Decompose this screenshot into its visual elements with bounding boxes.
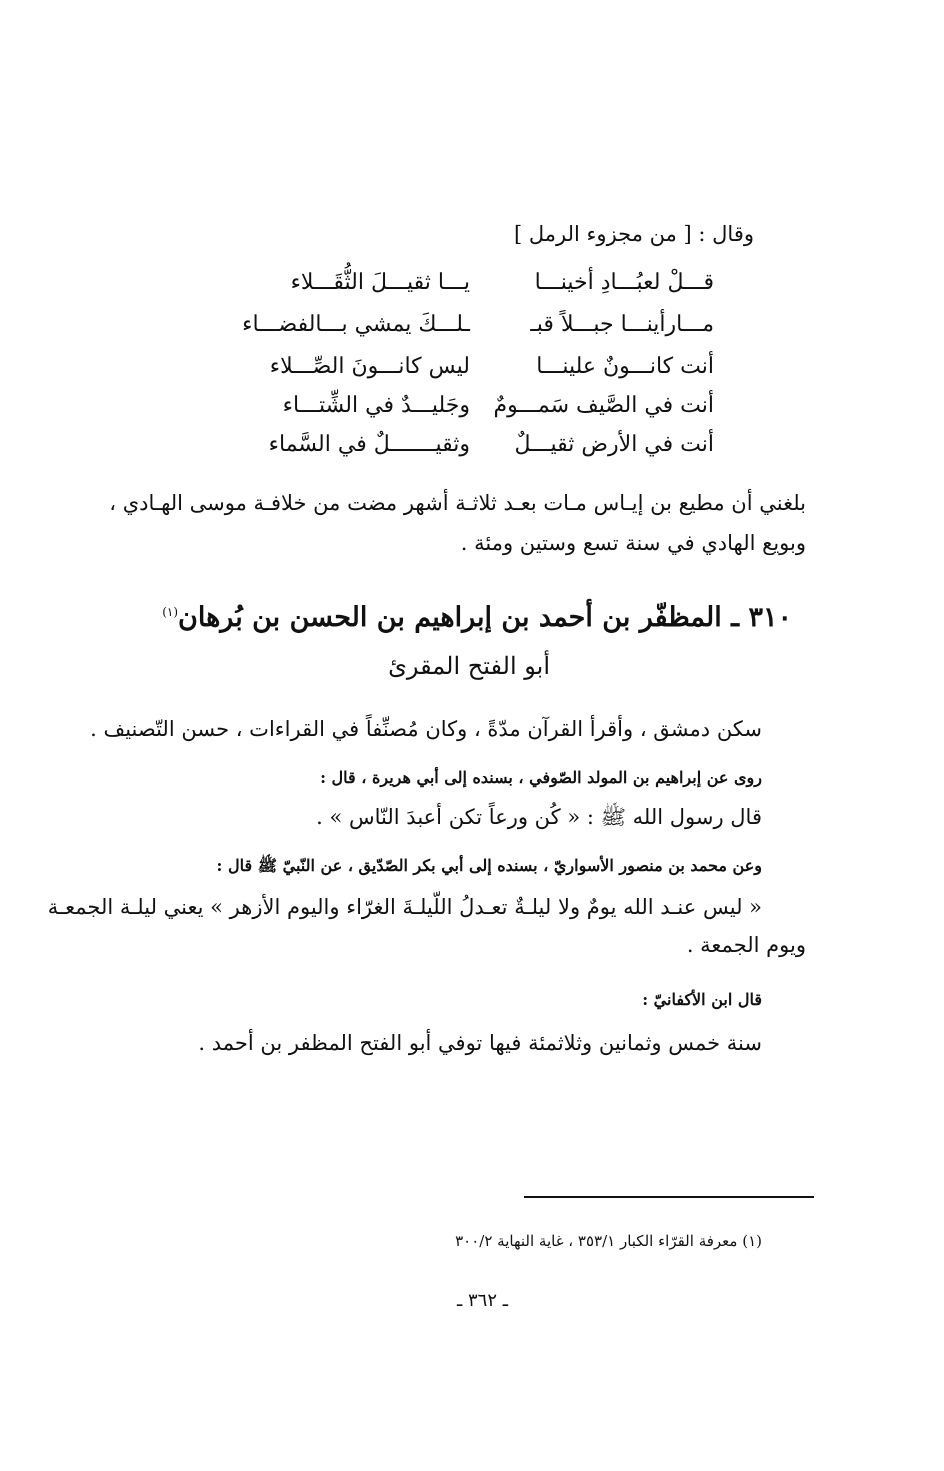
poem-intro: وقال : [ من مجزوء الرمل ] <box>514 222 754 246</box>
poem-verse <box>222 393 714 433</box>
poem-hemistich-second: ـلـــكَ يمشي بـــالفضـــاء <box>242 312 470 337</box>
death-line: سنة خمس وثمانين وثلاثمئة فيها توفي أبو الفتح المظفر بن أحمد . <box>198 1031 762 1055</box>
page-number: ـ ٣٦٢ ـ <box>456 1290 508 1311</box>
footnote-marker: (١) <box>162 605 179 619</box>
entry-subheading: أبو الفتح المقرئ <box>388 652 550 680</box>
hadith-line: ويوم الجمعة . <box>686 933 806 957</box>
poem-hemistich-first: أنت كانـــونٌ علينـــا <box>536 354 714 379</box>
poem-hemistich-second: ليس كانـــونَ الصِّـــلاء <box>269 354 470 379</box>
footnote: (١) معرفة القرّاء الكبار ٣٥٣/١ ، غاية النهاية ٣٠٠/٢ <box>455 1232 762 1250</box>
hadith-line: « ليس عنـد الله يومٌ ولا ليلـةٌ تعـدلُ اللّيلـةَ الغرّاء واليوم الأزهر » يعني ليلـة الجمعـة <box>47 895 762 919</box>
isnad-line: روى عن إبراهيم بن المولد الصّوفي ، بسنده إلى أبي هريرة ، قال : <box>320 768 762 787</box>
footnote-divider <box>524 1196 814 1198</box>
isnad-line: وعن محمد بن منصور الأسواريّ ، بسنده إلى أبي بكر الصّدّيق ، عن النّبيّ ﷺ قال : <box>216 856 762 875</box>
poem-hemistich-second: وجَليـــدٌ في الشِّتـــاء <box>282 393 470 418</box>
poem-hemistich-second: يـــا ثقيـــلَ الثُّقَـــلاء <box>290 270 470 295</box>
poem-hemistich-second: وثقيـــــــلٌ في السَّماء <box>268 432 470 457</box>
bio-line: سكن دمشق ، وأقرأ القرآن مدّةً ، وكان مُصنِّفاً في القراءات ، حسن التّصنيف . <box>90 717 762 741</box>
poem-verse <box>222 432 714 472</box>
poem-hemistich-first: أنت في الأرض ثقيـــلٌ <box>514 432 714 457</box>
poem-verse <box>222 270 714 310</box>
paragraph-line: بلغني أن مطيع بن إيـاس مـات بعـد ثلاثـة أشهر مضت من خلافـة موسى الهـادي ، <box>109 491 806 515</box>
poem-hemistich-first: مـــارأينـــا جبـــلاً قبـ <box>530 312 714 337</box>
poem-verse <box>222 312 714 352</box>
entry-heading <box>162 602 792 633</box>
poem-verse <box>222 354 714 394</box>
entry-heading-text: ٣١٠ ـ المظفّر بن أحمد بن إبراهيم بن الحسن بن بُرهان <box>178 602 792 633</box>
poem-hemistich-first: أنت في الصَّيف سَمـــومٌ <box>493 393 714 418</box>
hadith-line: قال رسول الله ﷺ : « كُن ورعاً تكن أعبدَ النّاس » . <box>316 805 762 829</box>
paragraph-line: وبويع الهادي في سنة تسع وستين ومئة . <box>460 531 806 555</box>
source-label: قال ابن الأكفانيّ : <box>642 990 762 1009</box>
poem-hemistich-first: قـــلْ لعبُـــادِ أخينـــا <box>534 270 714 295</box>
